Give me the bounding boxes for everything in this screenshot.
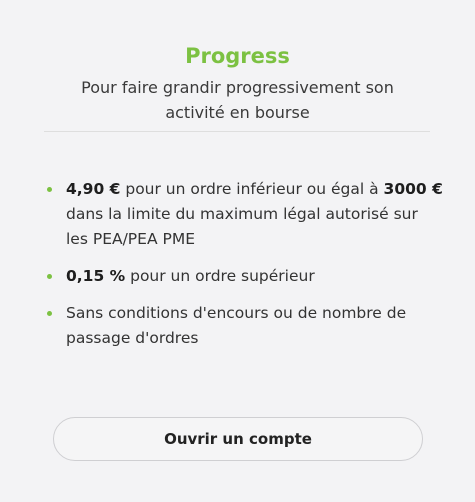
bullet-icon — [47, 311, 52, 316]
rate-large-orders: 0,15 % — [66, 267, 126, 285]
feature-item-pricing-large-orders — [44, 264, 444, 289]
feature-item-no-conditions — [44, 301, 444, 351]
feature-text: dans la limite du maximum légal autorisé sur les PEA/PEA PME — [66, 205, 418, 248]
bullet-icon — [47, 187, 52, 192]
divider — [44, 131, 430, 132]
feature-item-pricing-small-orders — [44, 177, 444, 252]
open-account-button[interactable] — [53, 417, 423, 461]
threshold-amount: 3000 € — [383, 180, 443, 198]
feature-list — [44, 177, 444, 363]
feature-text: Sans conditions d'encours ou de nombre de passage d'ordres — [66, 304, 407, 347]
feature-text: pour un ordre supérieur — [125, 267, 315, 285]
feature-text: pour un ordre inférieur ou égal à — [120, 180, 384, 198]
bullet-icon — [47, 274, 52, 279]
plan-title: Progress — [185, 44, 290, 68]
price-small-orders: 4,90 € — [66, 180, 121, 198]
open-account-button-label: Ouvrir un compte — [164, 430, 312, 448]
plan-subtitle: Pour faire grandir progressivement son activité en bourse — [81, 78, 394, 122]
